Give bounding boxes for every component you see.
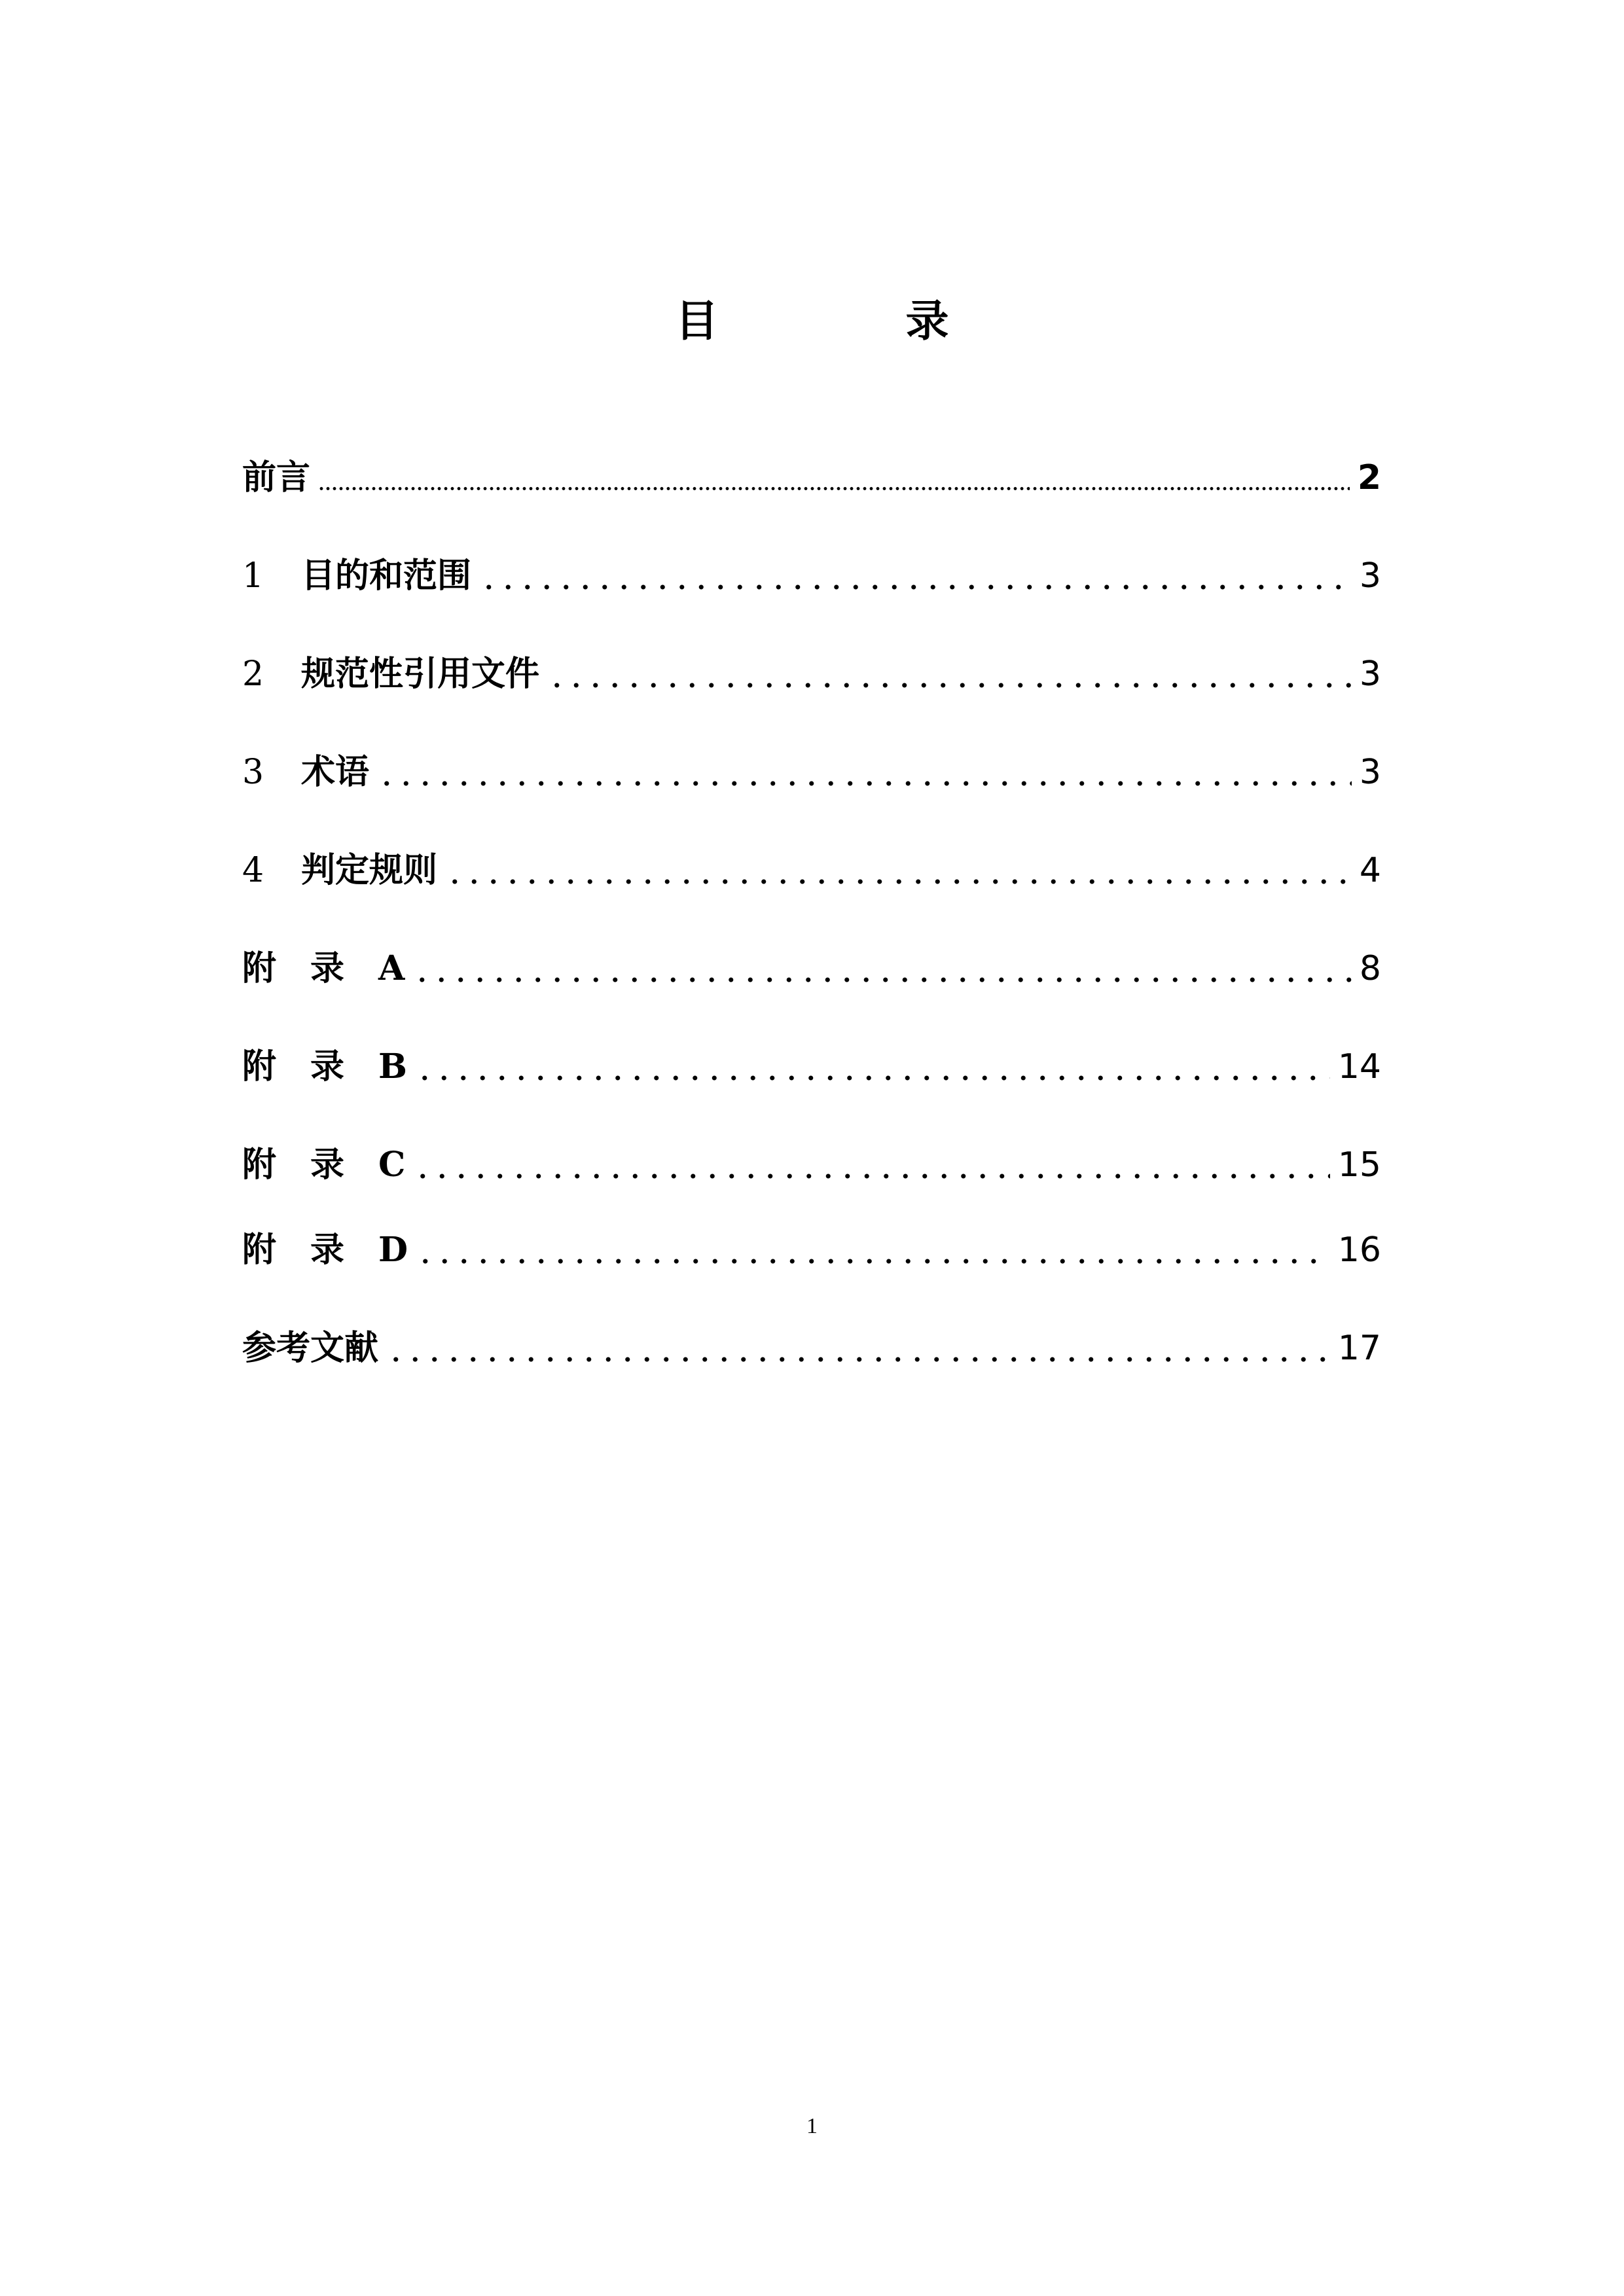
toc-leader — [479, 550, 1352, 602]
toc-section-number: 2 — [242, 655, 264, 694]
toc-leader — [547, 648, 1352, 700]
toc-entry-label: 前言 — [242, 457, 311, 497]
toc-entry-preface[interactable] — [242, 452, 1381, 504]
toc-page-number: 4 — [1359, 851, 1381, 890]
toc-page-number: 16 — [1337, 1230, 1381, 1270]
toc-entry-label: 目的和范围 — [301, 556, 472, 596]
toc-page-number: 14 — [1337, 1047, 1381, 1086]
toc-leader — [386, 1322, 1330, 1374]
toc-entry-section-3[interactable] — [242, 746, 1381, 798]
toc-leader — [318, 452, 1350, 504]
toc-entry-label: 判定规则 — [301, 850, 438, 890]
toc-page-number: 3 — [1359, 556, 1381, 596]
toc-entry-appendix-b[interactable] — [242, 1041, 1381, 1093]
toc-section-number: 4 — [242, 851, 264, 890]
toc-entry-label: 术语 — [301, 752, 370, 792]
toc-entry-label: 附 录 C — [242, 1145, 406, 1185]
toc-entry-appendix-d[interactable] — [242, 1224, 1381, 1276]
page-number: 1 — [806, 2114, 818, 2138]
toc-entry-section-2[interactable] — [242, 648, 1381, 700]
toc-leader — [445, 844, 1352, 897]
toc-entry-appendix-c[interactable] — [242, 1139, 1381, 1191]
toc-page-number: 3 — [1359, 655, 1381, 694]
toc-title: 目 录 — [675, 295, 1021, 346]
toc-page-number: 3 — [1359, 753, 1381, 792]
toc-page-number: 15 — [1337, 1145, 1381, 1185]
toc-entry-references[interactable] — [242, 1322, 1381, 1374]
toc-leader — [377, 746, 1352, 798]
toc-leader — [415, 1041, 1330, 1093]
toc-entry-label: 附 录 D — [242, 1230, 408, 1270]
toc-leader — [416, 1224, 1330, 1276]
toc-entry-label: 规范性引用文件 — [301, 654, 540, 694]
toc-page-number: 8 — [1359, 949, 1381, 988]
toc-entry-label: 参考文献 — [242, 1328, 379, 1368]
toc-entry-label: 附 录 A — [242, 948, 405, 988]
toc-list — [242, 0, 1381, 1440]
toc-entry-section-1[interactable] — [242, 550, 1381, 602]
toc-page-number: 17 — [1337, 1329, 1381, 1368]
toc-entry-label: 附 录 B — [242, 1047, 407, 1086]
toc-leader — [413, 1139, 1329, 1191]
toc-section-number: 1 — [242, 556, 264, 596]
toc-page-number: 2 — [1357, 458, 1381, 497]
toc-leader — [412, 942, 1352, 995]
toc-entry-section-4[interactable] — [242, 844, 1381, 897]
toc-section-number: 3 — [242, 753, 264, 792]
toc-entry-appendix-a[interactable] — [242, 942, 1381, 995]
